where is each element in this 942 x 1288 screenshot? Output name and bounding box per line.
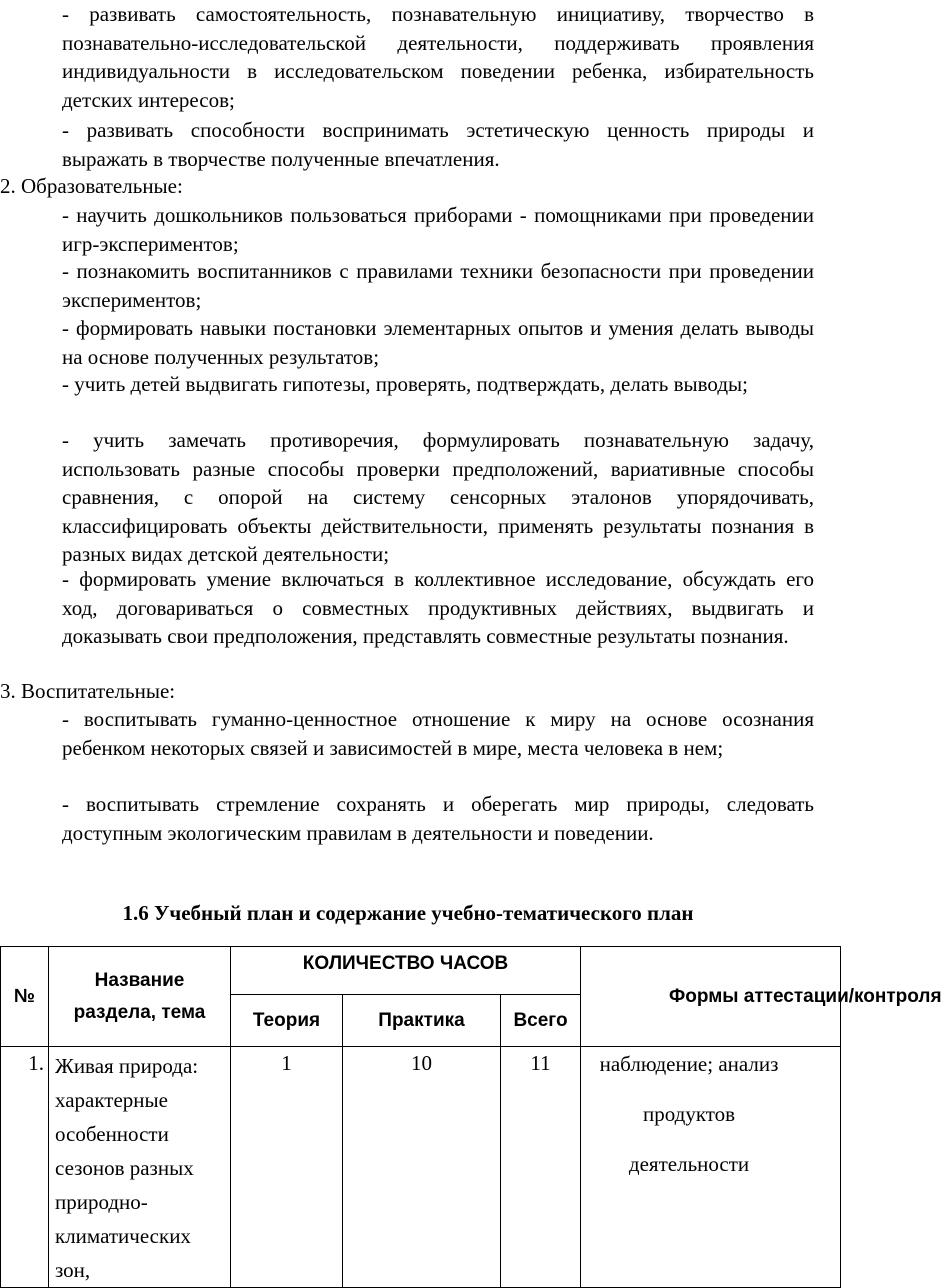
- paragraph-edu-collective: - формировать умение включаться в коллективное исследование, обсуждать его ход, договариваться о совместных продуктивных действиях, выдвигать и доказывать свои предположения, представлять совместные результаты познания.: [62, 567, 814, 648]
- header-total: Всего: [501, 995, 581, 1047]
- row-theory-hours: 1: [231, 1047, 343, 1288]
- header-hours: КОЛИЧЕСТВО ЧАСОВ: [231, 947, 581, 995]
- paragraph-edu-contradictions: - учить замечать противоречия, формулировать познавательную задачу, использовать разные способы проверки предположений, вариативные способы сравнения, с опорой на систему сенсорных эталонов упорядочивать, классифицировать объекты действительности, применять результаты познания в разных видах детской деятельности;: [62, 428, 814, 566]
- paragraph-develop-independence: - развивать самостоятельность, познавательную инициативу, творчество в познавательно-исследовательской деятельности, поддерживать проявления индивидуальности в исследовательском поведении ребенка, избирательность детских интересов;: [62, 2, 814, 112]
- paragraph-edu-safety: - познакомить воспитанников с правилами техники безопасности при проведении экспериментов;: [62, 259, 814, 312]
- header-assessment-forms: [581, 947, 942, 1047]
- paragraph-upbringing-nature: - воспитывать стремление сохранять и оберегать мир природы, следовать доступным экологическим правилам в деятельности и поведении.: [62, 792, 814, 845]
- header-practice: Практика: [343, 995, 501, 1047]
- paragraph-upbringing-humane: - воспитывать гуманно-ценностное отношение к миру на основе осознания ребенком некоторых связей и зависимостей в мире, места человека в нем;: [62, 707, 814, 760]
- paragraph-edu-skills: - формировать навыки постановки элементарных опытов и умения делать выводы на основе полученных результатов;: [62, 316, 814, 369]
- row-section-name: Живая природа: характерные особенности сезонов разных природно-климатических зон,: [49, 1047, 231, 1288]
- paragraph-edu-hypotheses: - учить детей выдвигать гипотезы, проверять, подтверждать, делать выводы;: [62, 372, 748, 396]
- row-assessment-forms: [581, 1047, 841, 1288]
- paragraph-edu-instruments: - научить дошкольников пользоваться приборами - помощниками при проведении игр-экспериментов;: [62, 203, 814, 256]
- table-row: [1, 1047, 841, 1288]
- row-total-hours: 11: [501, 1047, 581, 1288]
- row-practice-hours: 10: [343, 1047, 501, 1288]
- curriculum-table: [0, 946, 942, 1288]
- heading-educational: 2. Образовательные:: [0, 174, 183, 198]
- plan-title: 1.6 Учебный план и содержание учебно-тематического план: [122, 901, 694, 925]
- paragraph-develop-aesthetic: - развивать способности воспринимать эстетическую ценность природы и выражать в творчестве полученные впечатления.: [62, 118, 814, 171]
- heading-upbringing: 3. Воспитательные:: [0, 679, 176, 703]
- header-number: №: [1, 947, 49, 1047]
- header-forms-text: Формы аттестации/контроля: [669, 985, 942, 1007]
- header-section-name: Название раздела, тема: [49, 947, 231, 1047]
- row-number: 1.: [1, 1047, 49, 1288]
- row-forms-text: наблюдение; анализ продуктов деятельности: [599, 1052, 779, 1176]
- header-theory: Теория: [231, 995, 343, 1047]
